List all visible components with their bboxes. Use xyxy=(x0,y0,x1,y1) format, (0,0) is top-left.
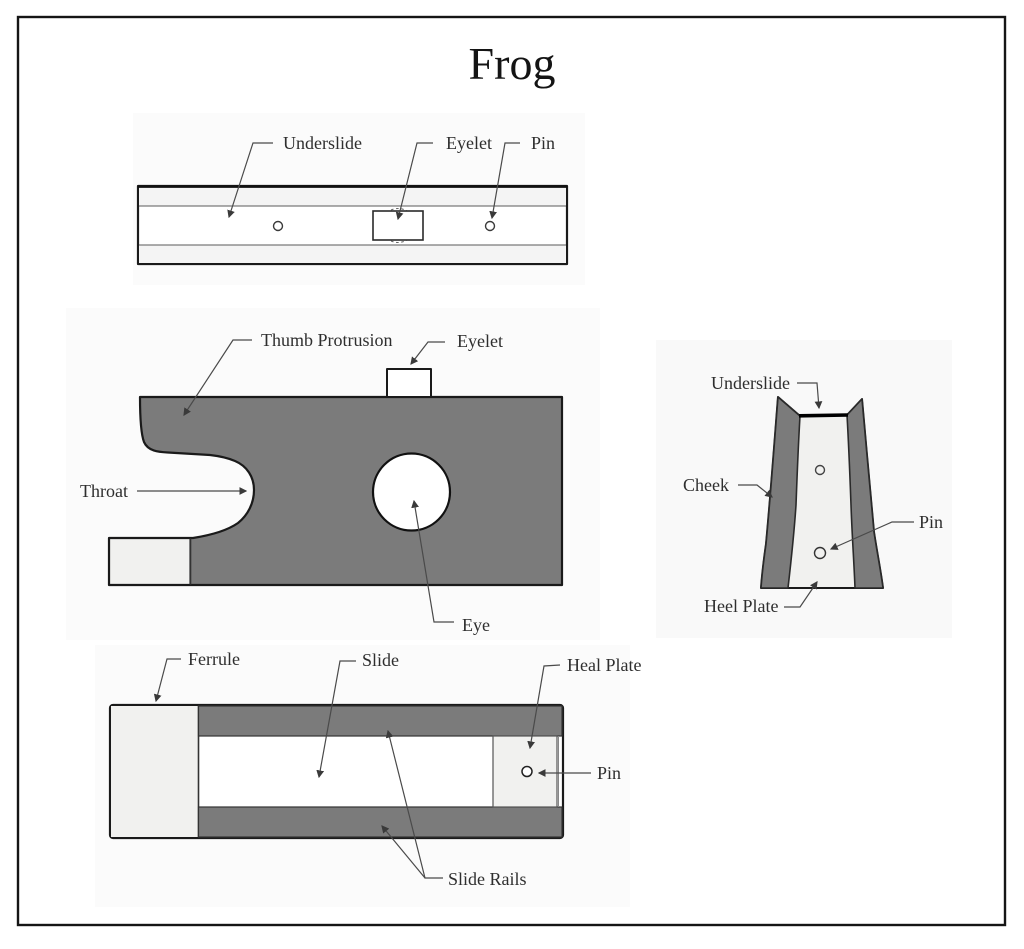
heal-plate-label: Heal Plate xyxy=(567,655,642,675)
slide-rail-lower xyxy=(199,807,563,837)
heel-plate-label: Heel Plate xyxy=(704,596,779,616)
pin-label-end: Pin xyxy=(919,512,944,532)
underslide-edge xyxy=(799,415,848,416)
thumb-protrusion-label: Thumb Protrusion xyxy=(261,330,393,350)
bottom-view-figure xyxy=(95,645,641,907)
underslide-hole xyxy=(274,222,283,231)
eye-label: Eye xyxy=(462,615,490,635)
heel-hole xyxy=(816,466,825,475)
eye-circle xyxy=(373,454,450,531)
ferrule-label: Ferrule xyxy=(188,649,240,669)
top-view-figure xyxy=(133,113,585,285)
slide-rails-label: Slide Rails xyxy=(448,869,527,889)
eyelet-label-side: Eyelet xyxy=(457,331,503,351)
eyelet-block xyxy=(387,369,431,397)
ferrule xyxy=(111,706,198,837)
top-view-upper-band xyxy=(139,187,566,206)
top-view-lower-band xyxy=(139,245,566,263)
side-view-figure xyxy=(66,308,600,640)
pin-label-top: Pin xyxy=(531,133,556,153)
end-view-figure xyxy=(656,340,952,638)
side-view-ferrule-end xyxy=(110,539,189,584)
pin-label-bottom: Pin xyxy=(597,763,622,783)
throat-label: Throat xyxy=(80,481,128,501)
eyelet-label-top: Eyelet xyxy=(446,133,492,153)
underslide-label-end: Underslide xyxy=(711,373,790,393)
slide-rail-upper xyxy=(199,706,563,736)
pin-bottom-view xyxy=(522,767,532,777)
eyelet-plate xyxy=(373,211,423,240)
page-title: Frog xyxy=(468,38,556,89)
cheek-label: Cheek xyxy=(683,475,729,495)
pin-hole-top-view xyxy=(486,222,495,231)
slide-label: Slide xyxy=(362,650,400,670)
pin-end-view xyxy=(815,548,826,559)
underslide-label: Underslide xyxy=(283,133,362,153)
